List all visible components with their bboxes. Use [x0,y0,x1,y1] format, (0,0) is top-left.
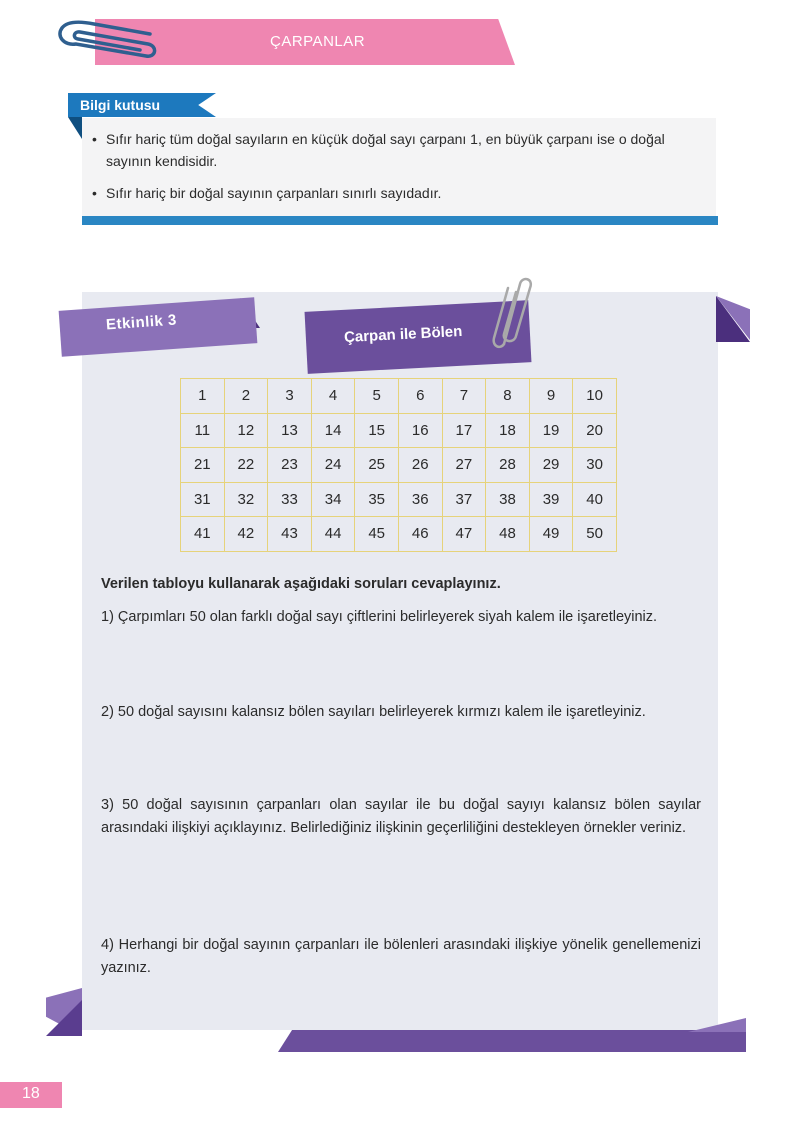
info-bullet: • Sıfır hariç tüm doğal sayıların en küçük doğal sayı çarpanı 1, en büyük çarpanı ise o doğal sayının kendisidir. [90,128,702,172]
grid-cell: 3 [268,379,312,414]
grid-cell: 4 [311,379,355,414]
activity-instruction: Verilen tabloyu kullanarak aşağıdaki soruları cevaplayınız. [101,576,501,592]
grid-cell: 39 [529,482,573,517]
info-box-label: Bilgi kutusu [80,97,161,113]
grid-cell: 30 [573,448,617,483]
activity-title: Çarpan ile Bölen [343,322,463,347]
grid-cell: 28 [486,448,530,483]
grid-cell: 42 [224,517,268,552]
grid-cell: 13 [268,413,312,448]
info-box-bottom-bar [82,216,718,225]
grid-cell: 24 [311,448,355,483]
info-bullet: • Sıfır hariç bir doğal sayının çarpanları sınırlı sayıdadır. [90,182,702,204]
grid-row [181,379,617,414]
grid-cell: 12 [224,413,268,448]
grid-cell: 6 [398,379,442,414]
grid-cell: 7 [442,379,486,414]
grid-cell: 46 [398,517,442,552]
grid-cell: 16 [398,413,442,448]
grid-cell: 22 [224,448,268,483]
grid-cell: 36 [398,482,442,517]
grid-cell: 2 [224,379,268,414]
grid-cell: 18 [486,413,530,448]
grid-cell: 29 [529,448,573,483]
paperclip-icon [54,16,158,66]
grid-cell: 35 [355,482,399,517]
grid-cell: 44 [311,517,355,552]
grid-cell: 41 [181,517,225,552]
grid-cell: 33 [268,482,312,517]
page-number: 18 [22,1085,40,1102]
grid-cell: 23 [268,448,312,483]
grid-cell: 15 [355,413,399,448]
grid-cell: 21 [181,448,225,483]
paperclip-icon [490,274,534,350]
grid-cell: 10 [573,379,617,414]
grid-cell: 37 [442,482,486,517]
grid-cell: 17 [442,413,486,448]
grid-cell: 48 [486,517,530,552]
grid-cell: 9 [529,379,573,414]
grid-cell: 26 [398,448,442,483]
grid-cell: 38 [486,482,530,517]
grid-cell: 11 [181,413,225,448]
grid-row [181,413,617,448]
grid-row [181,482,617,517]
info-box-tab-fold [68,117,82,139]
grid-cell: 27 [442,448,486,483]
grid-cell: 5 [355,379,399,414]
grid-cell: 14 [311,413,355,448]
grid-row [181,517,617,552]
grid-cell: 34 [311,482,355,517]
info-bullet-list [90,128,702,214]
grid-cell: 43 [268,517,312,552]
chapter-title: ÇARPANLAR [270,33,366,50]
question-1: 1) Çarpımları 50 olan farklı doğal sayı çiftlerini belirleyerek siyah kalem ile işaretleyiniz. [101,609,658,625]
grid-cell: 50 [573,517,617,552]
activity-label: Etkinlik 3 [105,311,178,334]
question-2: 2) 50 doğal sayısını kalansız bölen sayıları belirleyerek kırmızı kalem ile işaretleyiniz. [101,704,646,720]
grid-cell: 45 [355,517,399,552]
grid-cell: 49 [529,517,573,552]
grid-cell: 31 [181,482,225,517]
grid-row [181,448,617,483]
grid-cell: 47 [442,517,486,552]
grid-cell: 40 [573,482,617,517]
question-4: 4) Herhangi bir doğal sayının çarpanları ile bölenleri arasındaki ilişkiye yönelik genellemenizi yazınız. [101,937,701,976]
grid-cell: 25 [355,448,399,483]
number-grid [180,378,617,552]
question-3: 3) 50 doğal sayısının çarpanları olan sayılar ile bu doğal sayıyı kalansız bölen sayılar arasındaki ilişkiyi açıklayınız. Belirlediğiniz ilişkinin geçerliliğini destekleyen örnekler veriniz. [101,797,701,836]
panel-bottom-bar [278,1030,746,1052]
grid-cell: 32 [224,482,268,517]
grid-cell: 8 [486,379,530,414]
grid-cell: 19 [529,413,573,448]
grid-cell: 1 [181,379,225,414]
grid-cell: 20 [573,413,617,448]
